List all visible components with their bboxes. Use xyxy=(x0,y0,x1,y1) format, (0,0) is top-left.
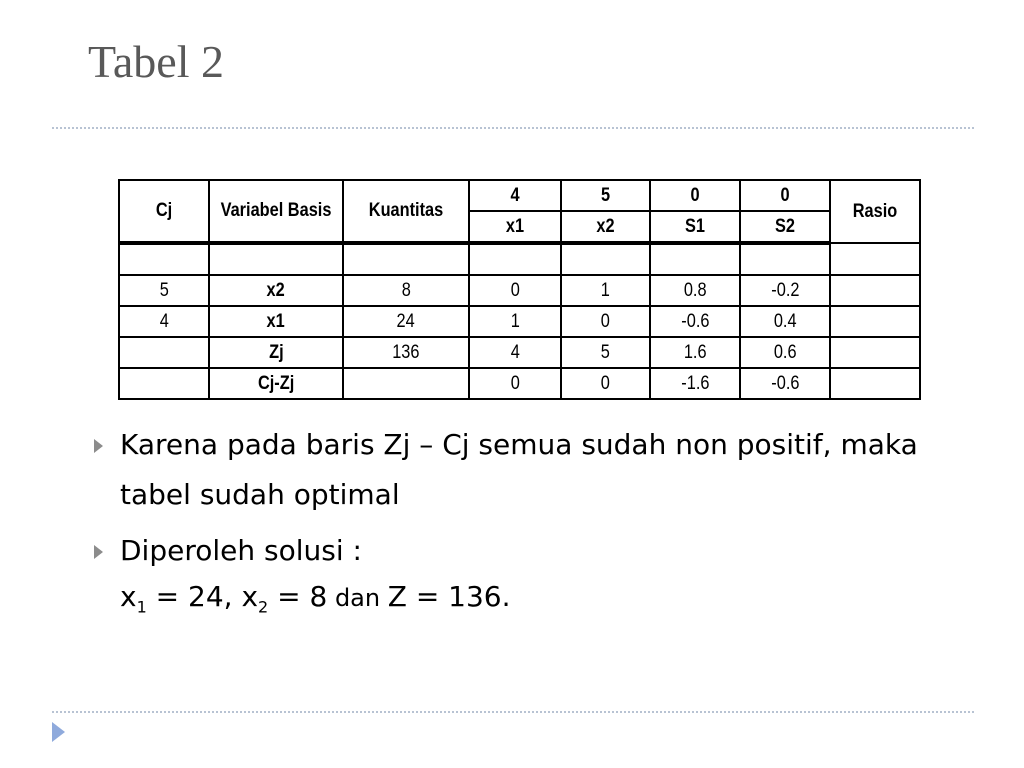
var-header-x1: x1 xyxy=(475,211,554,243)
header-row-1 xyxy=(119,180,920,211)
var-header-s2: S2 xyxy=(746,211,823,243)
table-row xyxy=(119,275,920,306)
row-value: 1 xyxy=(561,275,650,306)
row-rasio xyxy=(830,337,920,368)
row-quantity: 24 xyxy=(343,306,469,337)
row-rasio xyxy=(830,275,920,306)
row-value: 4 xyxy=(469,337,561,368)
row-quantity: 136 xyxy=(343,337,469,368)
row-basis: Cj-Zj xyxy=(209,368,343,399)
bottom-divider xyxy=(52,711,974,713)
row-value: -0.6 xyxy=(650,306,740,337)
cj-value-x1: 4 xyxy=(475,180,554,211)
basis-header: Variabel Basis xyxy=(218,180,333,243)
simplex-table xyxy=(118,179,921,400)
solution-line: $x_1 = 24$, $x_2 = 8$ dan Z = 136. xyxy=(120,580,511,617)
row-value: 0 xyxy=(561,306,650,337)
simplex-table-container xyxy=(118,179,921,400)
cj-value-s2: 0 xyxy=(746,180,823,211)
row-basis: x1 xyxy=(209,306,343,337)
row-rasio xyxy=(830,306,920,337)
cj-value-s1: 0 xyxy=(656,180,733,211)
row-basis: x2 xyxy=(209,275,343,306)
row-value: -1.6 xyxy=(650,368,740,399)
triangle-right-icon xyxy=(52,722,65,742)
row-value: 5 xyxy=(561,337,650,368)
table-row xyxy=(119,337,920,368)
bullet-list xyxy=(88,420,968,576)
row-cj: 5 xyxy=(119,275,209,306)
empty-row xyxy=(119,243,920,275)
cj-header: Cj xyxy=(125,180,202,243)
rasio-header: Rasio xyxy=(836,180,913,243)
row-value: 0.4 xyxy=(740,306,830,337)
row-rasio xyxy=(830,368,920,399)
var-header-s1: S1 xyxy=(656,211,733,243)
bullet-text: Karena pada baris Zj – Cj semua sudah non positif, maka tabel sudah optimal xyxy=(120,428,918,511)
row-value: 0.6 xyxy=(740,337,830,368)
var-header-x2: x2 xyxy=(567,211,644,243)
row-quantity xyxy=(343,368,469,399)
page-title: Tabel 2 xyxy=(88,36,225,87)
row-quantity: 8 xyxy=(343,275,469,306)
table-row xyxy=(119,368,920,399)
triangle-right-icon xyxy=(94,545,103,559)
row-value: -0.6 xyxy=(740,368,830,399)
row-value: 0 xyxy=(469,368,561,399)
row-basis: Zj xyxy=(209,337,343,368)
row-value: 0 xyxy=(469,275,561,306)
row-cj xyxy=(119,368,209,399)
row-cj xyxy=(119,337,209,368)
row-cj: 4 xyxy=(119,306,209,337)
triangle-right-icon xyxy=(94,439,103,453)
top-divider xyxy=(52,127,974,129)
quantity-header: Kuantitas xyxy=(352,180,460,243)
row-value: -0.2 xyxy=(740,275,830,306)
row-value: 0.8 xyxy=(650,275,740,306)
cj-value-x2: 5 xyxy=(567,180,644,211)
bullet-item xyxy=(88,420,968,520)
bullet-text: Diperoleh solusi : xyxy=(120,534,362,567)
row-value: 0 xyxy=(561,368,650,399)
row-value: 1 xyxy=(469,306,561,337)
bullet-item xyxy=(88,526,968,576)
row-value: 1.6 xyxy=(650,337,740,368)
table-row xyxy=(119,306,920,337)
